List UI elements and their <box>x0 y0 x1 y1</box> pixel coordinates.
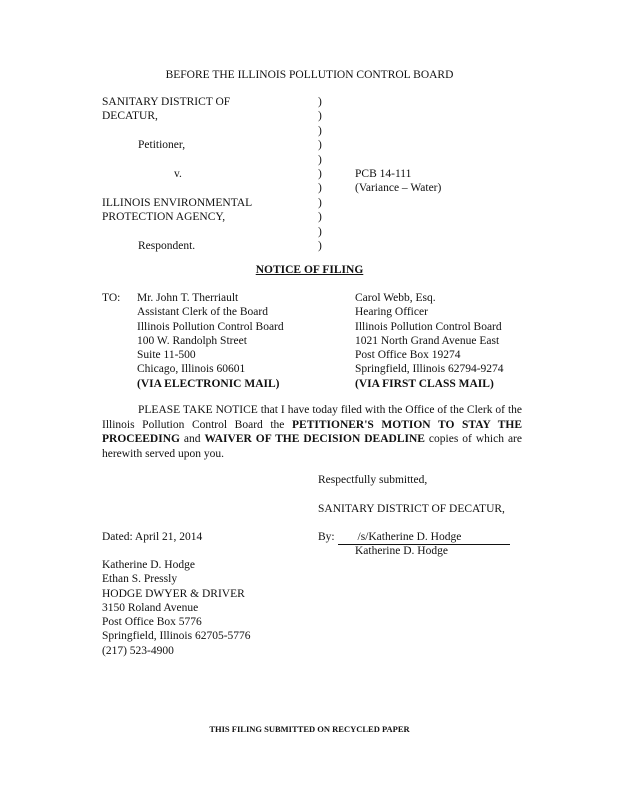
recipient-city: Chicago, Illinois 60601 <box>137 363 246 376</box>
body-text-3: copies of which are herewith served upon you. <box>102 433 522 460</box>
attorney-line: (217) 523-4900 <box>102 644 174 657</box>
case-type: (Variance – Water) <box>355 182 442 194</box>
recipient-title: Hearing Officer <box>355 306 428 319</box>
attorney-line: Springfield, Illinois 62705-5776 <box>102 630 251 643</box>
attorney-line: Post Office Box 5776 <box>102 616 202 629</box>
respondent-name-line1: ILLINOIS ENVIRONMENTAL <box>102 196 253 209</box>
recipient-name: Carol Webb, Esq. <box>355 292 436 304</box>
respondent-role: Respondent. <box>138 239 196 252</box>
paren: ) <box>318 110 322 123</box>
respondent-name-line2: PROTECTION AGENCY, <box>102 211 226 224</box>
case-number: PCB 14-111 <box>355 168 412 180</box>
body-bold-motion: PETITIONER'S MOTION TO STAY THE PROCEEDING <box>102 418 522 446</box>
petitioner-name-line1: SANITARY DISTRICT OF <box>102 96 231 108</box>
recipient-address2: Suite 11-500 <box>137 349 196 362</box>
recipient-city: Springfield, Illinois 62794-9274 <box>355 363 504 376</box>
recipient-method: (VIA ELECTRONIC MAIL) <box>137 377 280 390</box>
case-info <box>355 167 441 195</box>
paren: ) <box>318 167 322 180</box>
petitioner-name-line2: DECATUR, <box>102 110 158 123</box>
recipient-title: Assistant Clerk of the Board <box>137 306 268 319</box>
attorney-line: 3150 Roland Avenue <box>102 601 199 614</box>
paren: ) <box>318 96 322 108</box>
versus-label: v. <box>174 167 182 180</box>
petitioner-role: Petitioner, <box>138 139 186 152</box>
notice-heading: NOTICE OF FILING <box>255 264 364 276</box>
body-text-1: PLEASE TAKE NOTICE that I have today filed with the Office of the Clerk of the Illinois Pollution Control Board the <box>102 404 522 431</box>
paren: ) <box>318 225 322 238</box>
attorney-line: HODGE DWYER & DRIVER <box>102 587 245 600</box>
paren: ) <box>318 196 322 209</box>
attorney-line: Ethan S. Pressly <box>102 573 178 586</box>
signature-by-line <box>318 530 510 545</box>
attorney-block <box>102 558 251 658</box>
signature-closing: Respectfully submitted, <box>318 474 428 486</box>
recipient-address1: 1021 North Grand Avenue East <box>355 334 500 347</box>
paren: ) <box>318 211 322 224</box>
case-caption-parties <box>102 95 252 253</box>
paren: ) <box>318 182 322 195</box>
recipient-hearing-officer <box>355 291 504 391</box>
paren: ) <box>318 124 322 137</box>
caption-parentheses <box>318 95 322 253</box>
body-bold-waiver: WAIVER OF THE DECISION DEADLINE <box>204 433 425 446</box>
recipient-address2: Post Office Box 19274 <box>355 349 461 362</box>
recipient-name: Mr. John T. Therriault <box>137 292 239 304</box>
recipient-org: Illinois Pollution Control Board <box>137 320 284 333</box>
to-label: TO: <box>102 292 121 304</box>
recipient-method: (VIA FIRST CLASS MAIL) <box>355 377 494 390</box>
paren: ) <box>318 153 322 166</box>
page-title: BEFORE THE ILLINOIS POLLUTION CONTROL BOARD <box>165 69 454 81</box>
signature-party: SANITARY DISTRICT OF DECATUR, <box>318 503 505 515</box>
body-text-2: and <box>179 433 205 446</box>
paren: ) <box>318 239 322 252</box>
dated-line: Dated: April 21, 2014 <box>102 531 203 543</box>
paren: ) <box>318 139 322 152</box>
recipient-address1: 100 W. Randolph Street <box>137 334 247 347</box>
by-label: By: <box>318 531 335 543</box>
recipient-org: Illinois Pollution Control Board <box>355 320 502 333</box>
signature-field: /s/Katherine D. Hodge <box>338 530 510 545</box>
recipient-clerk <box>137 291 284 391</box>
signer-name: Katherine D. Hodge <box>355 545 448 557</box>
footer-recycled-note: THIS FILING SUBMITTED ON RECYCLED PAPER <box>209 724 410 734</box>
notice-body <box>102 403 522 461</box>
attorney-line: Katherine D. Hodge <box>102 559 195 571</box>
